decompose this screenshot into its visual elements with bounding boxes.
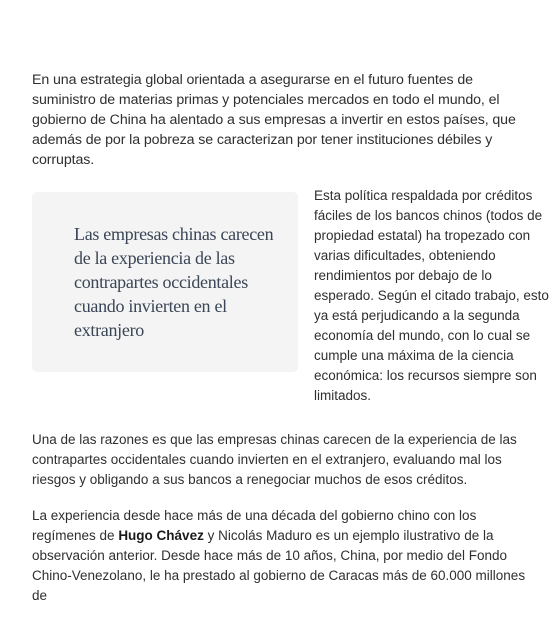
pull-quote: Las empresas chinas carecen de la experiencia de las contrapartes occidentales cuando invierten en el extranjero <box>74 224 274 340</box>
paragraph-side: Esta política respaldada por créditos fáciles de los bancos chinos (todos de propiedad estatal) ha tropezado con varias dificultades, obteniendo rendimientos por debajo de lo esperado. Según el citado trabajo, esto ya está perjudicando a la segunda economía del mundo, con lo cual se cumple una máxima de la ciencia económica: los recursos siempre son limitados. <box>314 188 549 403</box>
article-body <box>32 70 549 622</box>
hugo-chavez-link[interactable]: Hugo Chávez <box>118 528 204 543</box>
paragraph-venezuela <box>32 506 532 606</box>
quote-section <box>32 186 549 414</box>
paragraph-venezuela-rest: y Nicolás Maduro es un ejemplo ilustrativo de la observación anterior. Desde hace más de 10 años, China, por medio del Fondo Chino-Venezolano, le ha prestado al gobierno de Caracas más de 60.000 millones de <box>32 528 526 603</box>
paragraph-reasons: Una de las razones es que las empresas chinas carecen de la experiencia de las contrapartes occidentales cuando invierten en el extranjero, evaluando mal los riesgos y obligando a sus bancos a renegociar muchos de esos créditos. <box>32 432 517 487</box>
paragraph-venezuela-start: La experiencia desde hace más de una década del gobierno chino con los regímenes de <box>32 508 477 543</box>
pull-quote-box <box>32 192 298 372</box>
paragraph-intro: En una estrategia global orientada a asegurarse en el futuro fuentes de suministro de materias primas y potenciales mercados en todo el mundo, el gobierno de China ha alentado a sus empresas a invertir en estos países, que además de por la pobreza se caracterizan por tener instituciones débiles y corruptas. <box>32 72 516 168</box>
